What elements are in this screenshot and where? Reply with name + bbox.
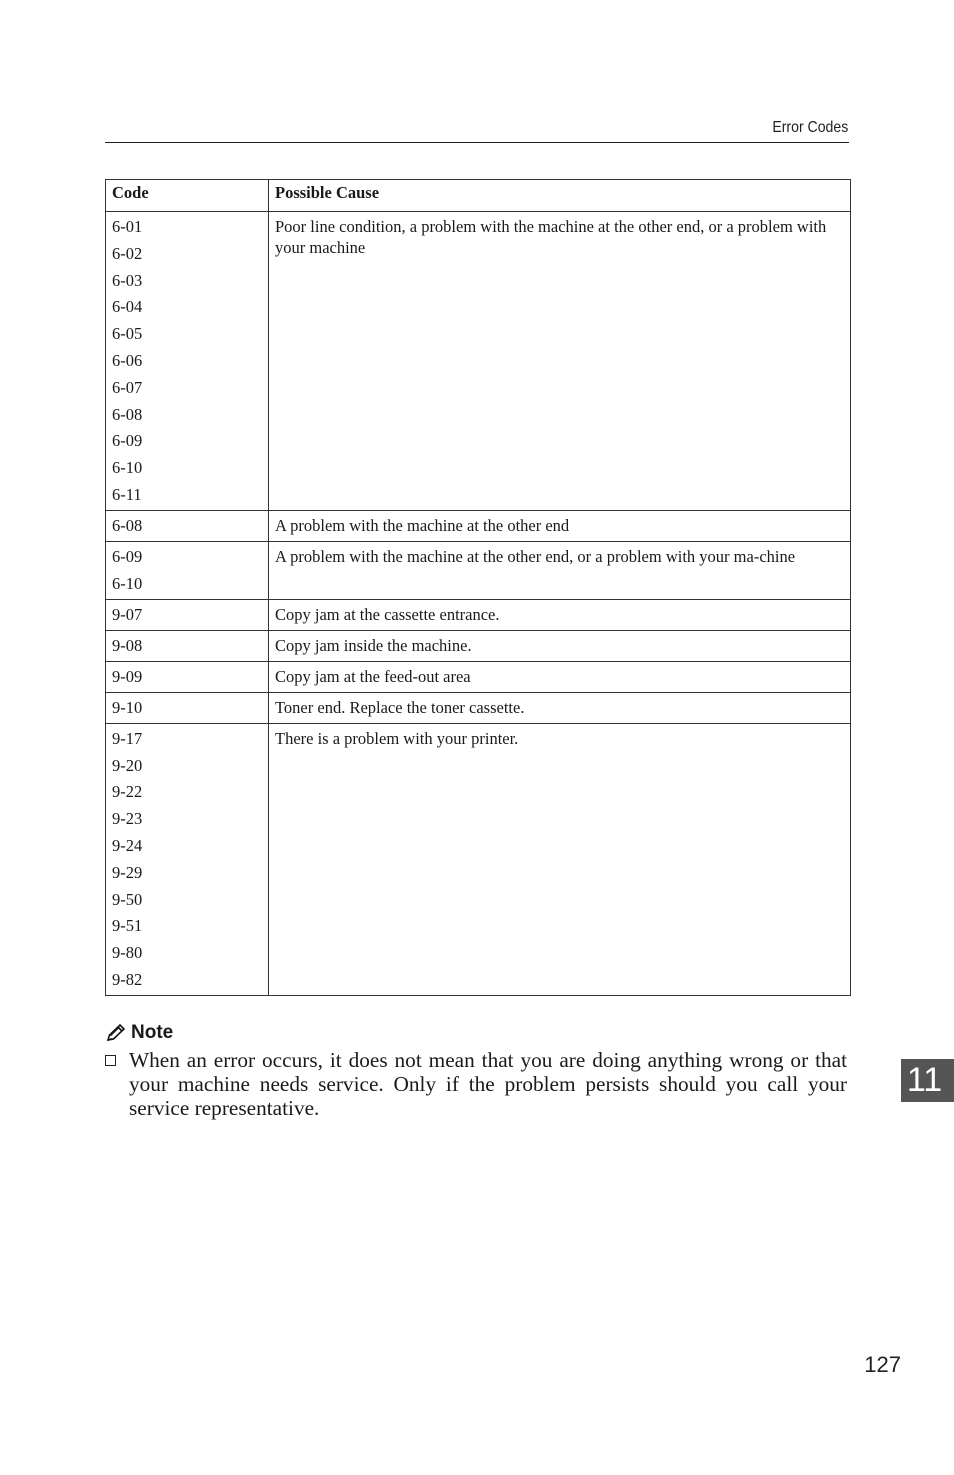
error-code: 9-24 (112, 835, 143, 855)
error-code: 6-09 (112, 546, 143, 566)
code-cell (106, 692, 269, 723)
code-cell (106, 599, 269, 630)
error-code: 6-01 (112, 217, 143, 236)
error-code: 6-10 (112, 573, 143, 593)
error-code: 6-04 (112, 297, 143, 317)
error-code: 6-10 (112, 458, 143, 478)
code-cell (106, 510, 269, 541)
code-cell (106, 630, 269, 661)
possible-cause: A problem with the machine at the other end (275, 515, 570, 535)
note-text: When an error occurs, it does not mean that you are doing anything wrong or that your machine needs service. Only if the problem persists should you call your service representative. (129, 1048, 847, 1120)
header-divider (105, 142, 849, 143)
code-cell (106, 212, 269, 511)
table-row (106, 541, 851, 599)
table-row (106, 661, 851, 692)
table-header-row (106, 180, 851, 212)
pencil-icon (105, 1023, 127, 1043)
note-section (105, 1020, 850, 1120)
error-code: 6-02 (112, 243, 143, 263)
error-code: 6-05 (112, 324, 143, 344)
checkbox-bullet-icon (105, 1055, 116, 1066)
error-code: 9-10 (112, 697, 143, 717)
error-code: 9-22 (112, 782, 143, 802)
error-code: 6-09 (112, 431, 143, 451)
note-title: Note (131, 1022, 174, 1043)
possible-cause: Poor line condition, a problem with the machine at the other end, or a problem with your machine (275, 217, 827, 257)
table-row (106, 212, 851, 511)
error-code: 9-23 (112, 809, 143, 829)
table-row (106, 723, 851, 995)
code-cell (106, 723, 269, 995)
code-cell (106, 661, 269, 692)
cause-cell (269, 212, 851, 511)
error-code: 9-50 (112, 889, 143, 909)
error-code: 6-07 (112, 377, 143, 397)
note-item (105, 1048, 850, 1120)
cause-cell (269, 510, 851, 541)
cause-cell (269, 723, 851, 995)
possible-cause: A problem with the machine at the other end, or a problem with your ma-chine (275, 546, 796, 566)
code-cell (106, 541, 269, 599)
page-number: 127 (864, 1352, 901, 1377)
error-code: 9-08 (112, 635, 143, 655)
error-code: 6-11 (112, 484, 142, 504)
table-row (106, 599, 851, 630)
error-code: 9-17 (112, 728, 143, 748)
cause-cell (269, 630, 851, 661)
column-header-cause: Possible Cause (269, 180, 851, 212)
chapter-tab: 11 (901, 1059, 954, 1102)
running-header: Error Codes (772, 119, 848, 136)
cause-cell (269, 692, 851, 723)
table-row (106, 630, 851, 661)
possible-cause: There is a problem with your printer. (275, 728, 519, 748)
possible-cause: Copy jam at the cassette entrance. (275, 604, 500, 624)
table-body (106, 212, 851, 996)
possible-cause: Copy jam inside the machine. (275, 635, 472, 655)
cause-cell (269, 661, 851, 692)
cause-cell (269, 599, 851, 630)
error-code: 9-80 (112, 943, 143, 963)
error-code: 6-03 (112, 270, 143, 290)
possible-cause: Copy jam at the feed-out area (275, 666, 471, 686)
error-code: 9-07 (112, 604, 143, 624)
possible-cause: Toner end. Replace the toner cassette. (275, 697, 525, 717)
error-code: 9-51 (112, 916, 143, 936)
error-code: 9-20 (112, 755, 143, 775)
error-code: 6-08 (112, 515, 143, 535)
error-code: 9-82 (112, 969, 143, 989)
error-code: 6-06 (112, 350, 143, 370)
cause-cell (269, 541, 851, 599)
error-code: 6-08 (112, 404, 143, 424)
note-heading (105, 1020, 850, 1046)
column-header-code: Code (106, 180, 269, 212)
table-row (106, 510, 851, 541)
error-code: 9-29 (112, 862, 143, 882)
table-row (106, 692, 851, 723)
error-code: 9-09 (112, 666, 143, 686)
error-codes-table (105, 179, 851, 996)
